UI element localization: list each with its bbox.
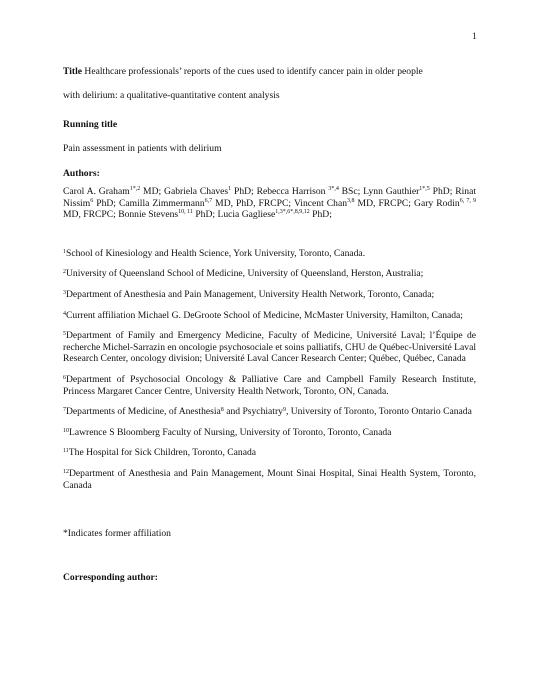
author-name: Gabriela Chaves (164, 186, 229, 198)
author-degree: MD, FRCPC; (354, 197, 415, 209)
affiliation-number: 3 (63, 289, 66, 296)
affiliation (63, 447, 476, 459)
affiliation-text: Lawrence S Bloomberg Faculty of Nursing, University of Toronto, Toronto, Canada (69, 426, 392, 438)
author-degree: BSc; (338, 186, 364, 198)
author-affiliation-marker: 1*,5 (419, 185, 430, 192)
author (119, 198, 294, 209)
author-name: Lynn Gauthier (363, 186, 420, 198)
affiliation (63, 268, 476, 280)
affiliation (63, 248, 476, 260)
affiliation-number: 11 (63, 448, 69, 455)
affiliation-text: and Psychiatry (223, 406, 283, 418)
author-degree: MD, FRCPC; (63, 209, 119, 221)
author-degree: PhD; (429, 186, 456, 198)
author-name: Bonnie Stevens (118, 209, 179, 221)
author-affiliation-marker: 3,8 (347, 197, 355, 204)
affiliation (63, 310, 476, 322)
affiliation (63, 468, 476, 491)
manuscript-title-page (63, 66, 476, 585)
author (63, 186, 164, 197)
affiliation-number: 6 (63, 374, 66, 381)
affiliation-text: , University of Toronto, Toronto Ontario Canada (285, 406, 472, 418)
affiliation-number: 1 (63, 248, 66, 255)
affiliation-list (63, 248, 476, 491)
author-degree: PhD; (309, 209, 332, 221)
author-name: Lucia Gagliese (217, 209, 276, 221)
affiliation-text: The Hospital for Sick Children, Toronto, Canada (68, 447, 257, 459)
author-degree: PhD; (192, 209, 218, 221)
author-name: Gary Rodin (414, 197, 460, 209)
author (118, 209, 217, 220)
affiliation-text: Department of Anesthesia and Pain Management, Mount Sinai Hospital, Sinai Health System, Toronto, Canada (63, 467, 476, 491)
author-affiliation-marker: 6 (90, 197, 94, 204)
author-affiliation-marker: 3*,4 (328, 185, 339, 192)
author-degree: MD, PhD, FRCPC; (212, 197, 294, 209)
author-affiliation-marker: 1 (228, 185, 232, 192)
affiliation (63, 427, 476, 439)
affiliation (63, 406, 476, 418)
author-affiliation-marker: 1*,2 (129, 185, 141, 192)
author-degree: PhD; (93, 197, 119, 209)
author-degree: MD; (140, 186, 165, 198)
author (363, 186, 455, 197)
author (217, 209, 331, 220)
running-title-heading: Running title (63, 119, 118, 131)
affiliation-text: Department of Anesthesia and Pain Management, University Health Network, Toronto, Canada; (66, 288, 435, 300)
affiliation (63, 289, 476, 301)
corresponding-author-heading: Corresponding author: (63, 572, 158, 584)
title-text-line2: with delirium: a qualitative-quantitative content analysis (63, 90, 280, 102)
author-name: Rinat Nissim (63, 186, 477, 209)
affiliation-text: School of Kinesiology and Health Science, York University, Toronto, Canada. (66, 247, 366, 259)
author-name: Rebecca Harrison (256, 186, 329, 198)
author (164, 186, 257, 197)
author-name: Vincent Chan (293, 197, 348, 209)
affiliation-text: Departments of Medicine, of Anesthesia (66, 406, 221, 418)
affiliation (63, 374, 476, 397)
title-text-line1: Healthcare professionals’ reports of the cues used to identify cancer pain in older people (82, 66, 423, 77)
author-affiliation-marker: 6, 7, 9 (459, 197, 476, 204)
affiliation-text: Current affiliation Michael G. DeGroote School of Medicine, McMaster University, Hamilton, Canada; (66, 309, 463, 321)
author (294, 198, 414, 209)
affiliation-number: 9 (282, 407, 286, 414)
affiliation-number: 7 (63, 407, 66, 414)
affiliation (63, 330, 476, 365)
author-affiliation-marker: 10, 11 (178, 209, 193, 216)
page-number: 1 (472, 32, 477, 42)
affiliation-text: University of Queensland School of Medicine, University of Queensland, Herston, Australia; (66, 268, 424, 280)
author (257, 186, 364, 197)
authors-heading: Authors: (63, 167, 100, 179)
affiliation-number: 2 (63, 269, 66, 276)
title-label: Title (63, 66, 83, 77)
affiliation-text: Department of Psychosocial Oncology & Palliative Care and Campbell Family Research Institute, Princess Margaret Cancer Centre, University Health Network, Toronto, ON, Canada. (63, 373, 476, 397)
author-affiliation-marker: 6,7 (204, 197, 213, 204)
affiliation-number: 4 (63, 310, 66, 317)
affiliation-number: 10 (63, 427, 69, 434)
affiliation-number: 12 (63, 468, 69, 475)
former-affiliation-note: *Indicates former affiliation (63, 528, 171, 540)
affiliation-number: 5 (63, 331, 66, 338)
running-title: Pain assessment in patients with delirium (63, 142, 222, 154)
affiliation-number: 8 (220, 407, 224, 414)
title (63, 66, 476, 78)
author-affiliation-marker: 1,3*,6*,8,9,12 (275, 209, 310, 216)
author-name: Camilla Zimmermann (119, 197, 205, 209)
author-name: Carol A. Graham (63, 186, 130, 198)
author-list (63, 186, 476, 221)
affiliation-text: Department of Family and Emergency Medicine, Faculty of Medicine, Université Laval; l’Équipe de recherche Michel-Sarrazin en oncologie psychosociale et soins palliatifs, CHU de Québec-Université Laval Research Center, oncology division; Université Laval Cancer Research Center; Québec, Québec, Canada (63, 330, 476, 365)
author-degree: PhD; (231, 186, 257, 198)
